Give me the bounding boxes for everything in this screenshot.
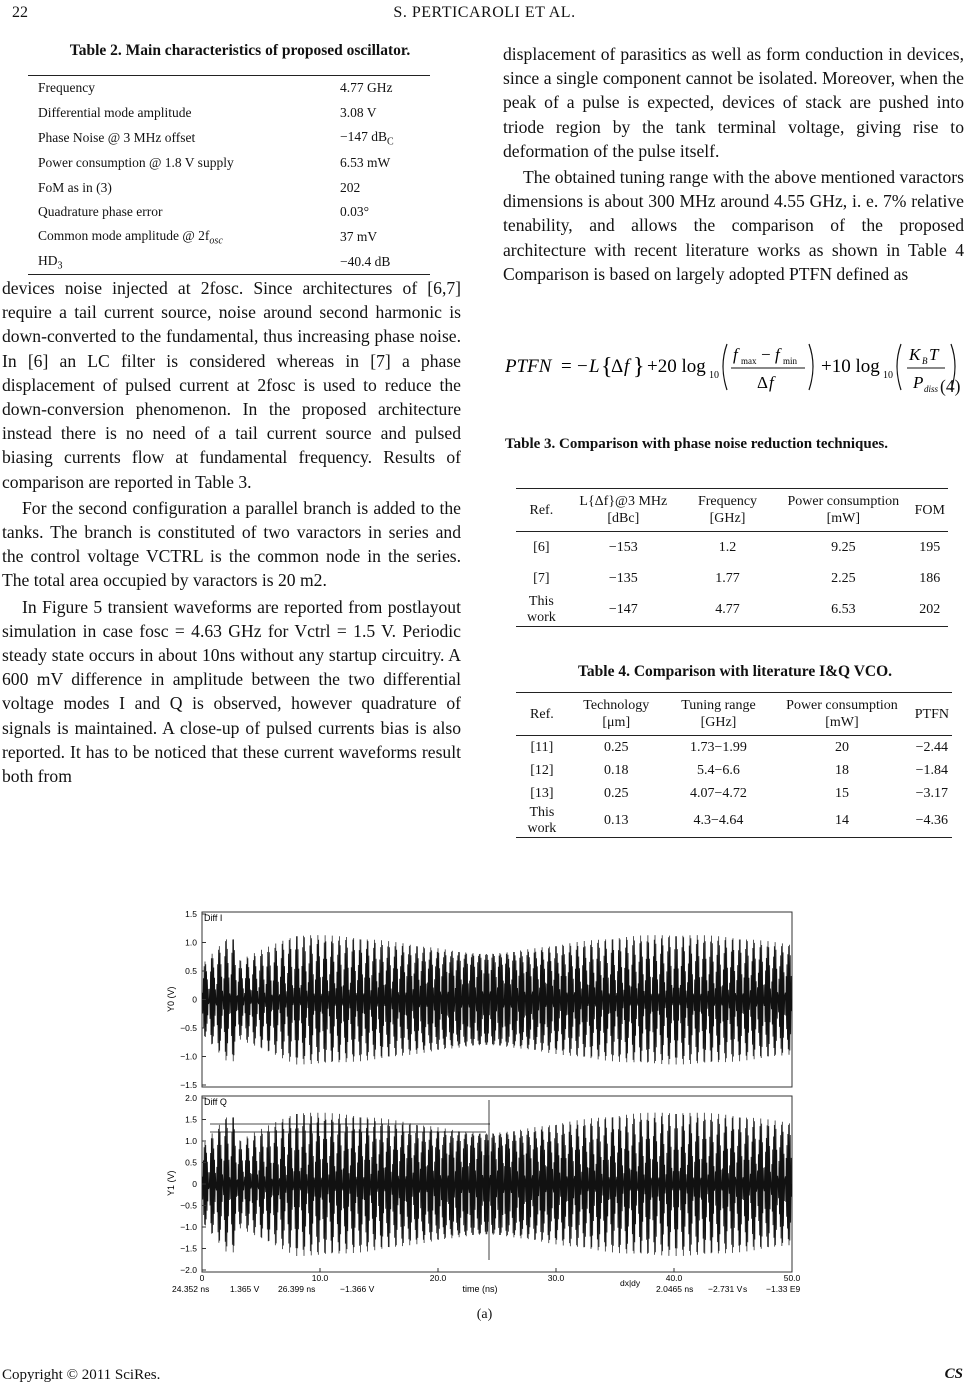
top-ytick-label: −1.0 (180, 1051, 197, 1062)
left-p2-text: For the second configuration a parallel branch is added to the tanks. The branch is constituted of two varactors in series and the control voltage VCTRL is the common node in the series. The total area occupied by varactors is 20 m2. (2, 497, 461, 591)
svg-text:+20 log: +20 log (647, 356, 706, 377)
table3-cell: 1.77 (715, 570, 740, 586)
left-p3-text: In Figure 5 transient waveforms are reported from postlayout simulation in case fosc = 4.63 GHz for Vctrl = 1.5 V. Periodic steady state occurs in about 10ns without any startup circuitry. A 600 mV difference in amplitude between the two differential voltage modes I and Q is observed, however quadrature of signals is maintained. A close-up of pulsed currents bias is also reported. It has to be noticed that these current waveforms result both from (2, 596, 461, 787)
xtick-label: 10.0 (311, 1273, 329, 1283)
table4-cell: 20 (834, 739, 849, 755)
table3-cell: 1.2 (718, 539, 737, 555)
table4-cell: 15 (834, 785, 849, 801)
xtick-label: 20.0 (429, 1273, 447, 1283)
svg-text:max: max (741, 356, 757, 366)
table3-header-cell: Frequency [GHz] (697, 494, 758, 526)
table3-cell: 186 (919, 570, 941, 586)
top-ytick-label: 1.0 (185, 937, 197, 948)
table2-row (28, 126, 430, 151)
svg-text:T: T (929, 345, 939, 364)
bottom-ytick-label: 1.0 (185, 1136, 197, 1146)
left-column-text (2, 276, 461, 788)
cursor-readout: 24.352 ns (172, 1284, 210, 1294)
cursor-readout: 1.365 V (230, 1284, 260, 1294)
top-ytick-label: −1.5 (180, 1080, 197, 1090)
copyright: Copyright © 2011 SciRes. (2, 1367, 161, 1383)
table4-row (516, 759, 952, 782)
table4-cell: [11] (530, 739, 554, 755)
table4-cell: −4.36 (915, 813, 949, 828)
table4-cell: 0.18 (604, 762, 629, 778)
table3-cell: 6.53 (831, 602, 856, 617)
table2-param: FoM as in (3) (38, 179, 112, 195)
table2-value: 4.77 GHz (340, 80, 393, 96)
table2-row (28, 76, 430, 101)
cursor-readout: dx|dy (620, 1278, 641, 1288)
svg-text:−: − (761, 345, 771, 364)
svg-text:f: f (624, 356, 630, 377)
xtick-label: 0 (199, 1273, 205, 1283)
top-ytick-label: 0 (192, 994, 197, 1005)
bottom-ytick-label: 0 (192, 1179, 197, 1189)
right-paragraph-2 (503, 165, 964, 286)
xtick-label: 30.0 (547, 1273, 565, 1283)
table3-cell: 195 (919, 539, 941, 555)
bottom-ytick-label: −0.5 (180, 1200, 197, 1211)
table2-value: −147 $dB_C$ (340, 128, 394, 148)
svg-text:=: = (561, 356, 572, 377)
table4-cell: This work (527, 805, 557, 836)
table3-header-cell: L{Δf}@3 MHz [dBc] (579, 494, 668, 526)
svg-text:P: P (913, 373, 924, 392)
table3-cell: [6] (533, 539, 550, 555)
svg-text:f: f (769, 373, 774, 392)
table3-cell: 4.77 (715, 602, 740, 617)
table2-param: Frequency (38, 80, 95, 96)
table3-cell: −153 (608, 539, 638, 555)
table3-cell: [7] (533, 570, 550, 586)
xtick-label: 50.0 (783, 1273, 800, 1283)
right-column-text (503, 42, 964, 286)
table2-value: 37 mV (340, 229, 378, 245)
figure-panel-label: (a) (476, 1307, 493, 1322)
table4-header-cell: Tuning range [GHz] (681, 698, 756, 730)
svg-text:min: min (783, 356, 798, 366)
table2-param: $HD_3$ (38, 252, 63, 272)
xtick-label: 40.0 (665, 1273, 683, 1283)
left-paragraph-1 (2, 276, 461, 494)
equation-number: (4) (940, 376, 961, 396)
svg-text:}: } (633, 354, 645, 380)
diff-i-waveform (202, 935, 792, 1064)
cursor-readout: 2.0465 ns (656, 1284, 694, 1294)
table3-cell: 9.25 (831, 539, 856, 555)
left-p1-text: devices noise injected at 2fosc. Since architectures of [6,7] require a tail current source, noise around second harmonic is down-converted to the fundamental, thus increasing phase noise. In [6] an LC filter is considered whereas in [7] a phase displacement of pulsed current at 2fosc is used to reduce the down-conversion phenomenon. In the proposed architecture instead there is no need of a tail current source and pulsed biasing currents flow at fundamental frequency. Results of comparison are reported in Table 3. (2, 278, 461, 492)
cursor-readout: 26.399 ns (278, 1284, 316, 1294)
svg-text:diss: diss (924, 384, 939, 394)
top-ytick-label: 1.5 (185, 909, 197, 919)
bottom-ytick-label: 2.0 (185, 1093, 197, 1103)
bottom-plot-ylabel: Y1 (V) (166, 1170, 176, 1196)
svg-text:Δ: Δ (757, 373, 768, 392)
table4-row (516, 782, 952, 805)
table4-cell: 0.25 (604, 785, 629, 801)
svg-text:PTFN: PTFN (505, 356, 552, 377)
table4-row (516, 736, 952, 760)
table4-cell: −3.17 (915, 785, 949, 801)
table2-param: Differential mode amplitude (38, 105, 192, 121)
table4-cell: 4.3−4.64 (693, 813, 744, 828)
table2-caption: Table 2. Main characteristics of proposed oscillator. (69, 42, 411, 59)
running-title: S. PERTICAROLI ET AL. (393, 4, 576, 21)
table2 (28, 75, 430, 275)
table2-param: Quadrature phase error (38, 204, 163, 220)
svg-text:−: − (577, 356, 588, 377)
svg-text:Δ: Δ (611, 356, 624, 377)
table4-header-cell: PTFN (914, 706, 949, 722)
svg-text:10: 10 (709, 370, 719, 381)
table2-value: −40.4 dB (340, 253, 391, 269)
table3-cell: 202 (919, 602, 941, 617)
table2-row (28, 101, 430, 126)
svg-text:{: { (601, 354, 613, 380)
bottom-ytick-label: 0.5 (185, 1157, 197, 1168)
table3-cell: −135 (608, 570, 638, 586)
table4-cell: 4.07−4.72 (690, 785, 747, 801)
cursor-readout: s (743, 1284, 748, 1294)
table2-param: Power consumption @ 1.8 V supply (38, 154, 234, 170)
cursor-readout: −1.33 E9 (766, 1284, 800, 1294)
table4-cell: 0.13 (604, 813, 629, 828)
svg-text:L: L (589, 356, 600, 377)
table4-cell: 14 (834, 813, 849, 828)
page-number: 22 (12, 4, 28, 21)
table3-cell: This work (526, 594, 556, 625)
cursor-readout: −2.731 V (708, 1284, 743, 1294)
table3-caption: Table 3. Comparison with phase noise reduction techniques. (505, 436, 888, 452)
table4-cell: 1.73−1.99 (690, 739, 747, 755)
bottom-ytick-label: −1.0 (180, 1222, 197, 1232)
table3-row (516, 532, 948, 564)
svg-text:f: f (733, 345, 738, 364)
table2-row (28, 150, 430, 175)
table4-cell: −1.84 (915, 762, 949, 778)
table3-cell: −147 (608, 602, 638, 617)
table4 (516, 692, 952, 838)
table4-header-cell: Technology [μm] (583, 698, 650, 730)
table2-row (28, 225, 430, 250)
table3-header-cell: FOM (914, 502, 945, 518)
transient-waveform-figure (160, 900, 800, 1310)
table3-row (516, 594, 948, 627)
table3-header-cell: Power consumption [mW] (787, 494, 900, 526)
cursor-readout: −1.366 V (340, 1284, 375, 1294)
left-paragraph-2 (2, 496, 461, 593)
right-p1-text: displacement of parasitics as well as form conduction in devices, since a single component cannot be isolated. Moreover, when the peak of a pulse is expected, devices of stack are pushed into triode region by the tank terminal voltage, giving rise to deformation of the pulse itself. (503, 44, 964, 161)
table4-caption: Table 4. Comparison with literature I&Q VCO. (577, 663, 893, 680)
journal-abbrev: CS (944, 1366, 963, 1382)
right-p2-text: The obtained tuning range with the above mentioned varactors dimensions is about 300 MHz around 4.55 GHz, i. e. 7% relative tenability, and allows the comparison of the proposed architecture with recent literature works as shown in Table 4 Comparison is based on largely adopted PTFN defined as (503, 167, 964, 284)
table2-param: Phase Noise @ 3 MHz offset (38, 129, 196, 145)
svg-text:B: B (922, 356, 928, 366)
svg-text:+10 log: +10 log (821, 356, 880, 377)
top-plot-name: Diff I (204, 913, 223, 923)
table2-value: 0.03° (340, 204, 370, 220)
table3-row (516, 563, 948, 594)
bottom-plot-name: Diff Q (204, 1097, 227, 1107)
bottom-ytick-label: −1.5 (180, 1243, 197, 1254)
x-axis-label: time (ns) (462, 1284, 498, 1294)
table2-value: 6.53 mW (340, 154, 391, 170)
table2-value: 3.08 V (340, 105, 377, 121)
left-paragraph-3 (2, 595, 461, 789)
svg-text:10: 10 (883, 370, 893, 381)
top-ytick-label: −0.5 (180, 1023, 197, 1033)
table4-cell: [13] (530, 785, 554, 801)
table3-header-cell: Ref. (529, 502, 554, 518)
bottom-ytick-label: 1.5 (185, 1114, 197, 1125)
ptfn-equation (505, 336, 965, 398)
bottom-ytick-label: −2.0 (180, 1265, 197, 1275)
top-plot-ylabel: Y0 (V) (166, 986, 176, 1012)
svg-text:f: f (775, 345, 780, 364)
top-ytick-label: 0.5 (185, 966, 197, 976)
table2-param: Common mode amplitude @ $2f_{osc}$ (38, 227, 223, 247)
table3 (516, 488, 948, 627)
right-paragraph-1 (503, 42, 964, 163)
table4-header-cell: Ref. (530, 706, 554, 722)
table2-row (28, 200, 430, 225)
table2-value: 202 (340, 179, 361, 195)
table4-header-cell: Power consumption [mW] (786, 698, 898, 730)
table2-row (28, 250, 430, 275)
table4-cell: 5.4−6.6 (697, 762, 740, 778)
svg-text:K: K (909, 345, 921, 364)
table4-cell: [12] (530, 762, 554, 778)
table4-row (516, 805, 952, 838)
table4-cell: 0.25 (604, 739, 629, 755)
table4-cell: 18 (834, 762, 849, 778)
table2-row (28, 175, 430, 200)
table4-cell: −2.44 (915, 739, 949, 755)
table3-cell: 2.25 (831, 570, 856, 586)
diff-q-waveform (202, 1100, 792, 1260)
